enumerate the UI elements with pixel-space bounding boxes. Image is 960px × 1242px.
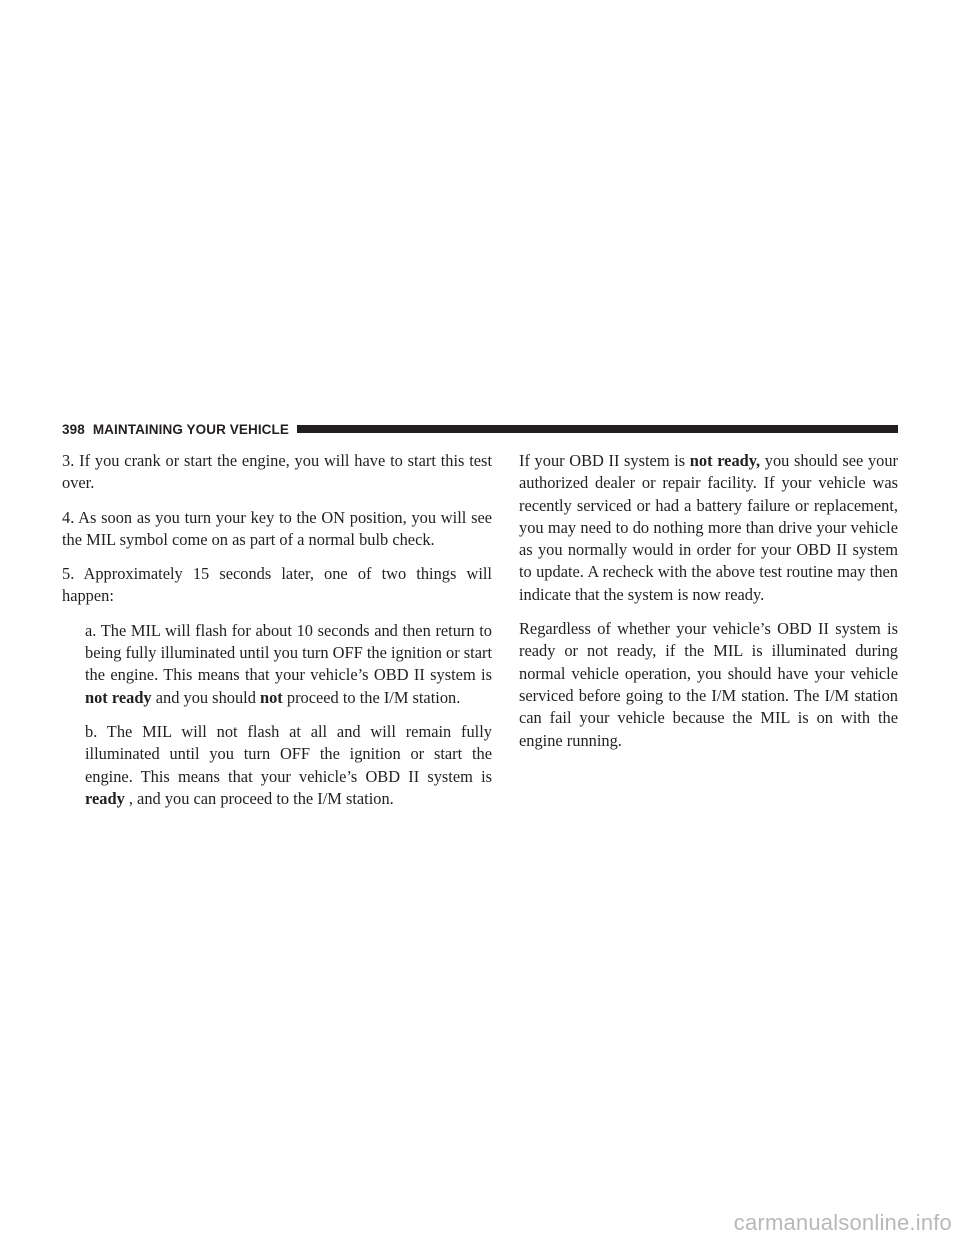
sub-item-b-bold-ready: ready [85, 788, 125, 808]
header-rule [297, 425, 898, 433]
sub-item-b-text-1: b. The MIL will not flash at all and will remain fully illuminated until you turn OFF the ignition or start the engine. This means that your vehicle’s OBD II system is [85, 721, 492, 786]
not-ready-text-1: If your OBD II system is [519, 451, 690, 470]
not-ready-paragraph [519, 450, 898, 606]
sub-item-a-text-1: a. The MIL will flash for about 10 seconds and then return to being fully illuminated until you turn OFF the ignition or start the engine. This means that your vehicle’s OBD II system is [85, 620, 493, 685]
sub-item-a [85, 620, 492, 709]
sub-item-b-text-2: , and you can proceed to the I/M station. [124, 788, 394, 808]
step-4-paragraph: 4. As soon as you turn your key to the ON position, you will see the MIL symbol come on as part of a normal bulb check. [62, 507, 492, 549]
not-ready-text-2: you should see your authorized dealer or repair facility. If your vehicle was recently serviced or had a battery failure or replacement, you may need to do nothing more than drive your vehicle as you normally would in order for your OBD II system to update. A recheck with the above test routine may then indicate that the system is now ready. [519, 451, 898, 604]
sub-item-a-text-2: and you should [151, 687, 260, 707]
sub-item-b [85, 721, 492, 810]
step-5-paragraph: 5. Approximately 15 seconds later, one of two things will happen: [62, 564, 492, 606]
page-header [62, 420, 898, 438]
sub-item-a-bold-not-ready: not ready [85, 687, 152, 707]
section-title: MAINTAINING YOUR VEHICLE [92, 421, 289, 437]
sub-item-a-text-3: proceed to the I/M station. [282, 687, 461, 707]
watermark-text: carmanualsonline.info [733, 1210, 952, 1235]
sub-item-a-bold-not: not [260, 687, 283, 707]
step-3-paragraph: 3. If you crank or start the engine, you will have to start this test over. [62, 451, 492, 493]
regardless-paragraph: Regardless of whether your vehicle’s OBD II system is ready or not ready, if the MIL is illuminated during normal vehicle operation, you should have your vehicle serviced before going to the I/M station. The I/M station can fail your vehicle because the MIL is on with the engine running. [519, 619, 898, 750]
left-column [62, 450, 492, 822]
page-number: 398 [62, 421, 85, 437]
right-column [519, 450, 898, 764]
not-ready-bold: not ready, [689, 451, 761, 470]
page-footer [0, 1204, 960, 1242]
